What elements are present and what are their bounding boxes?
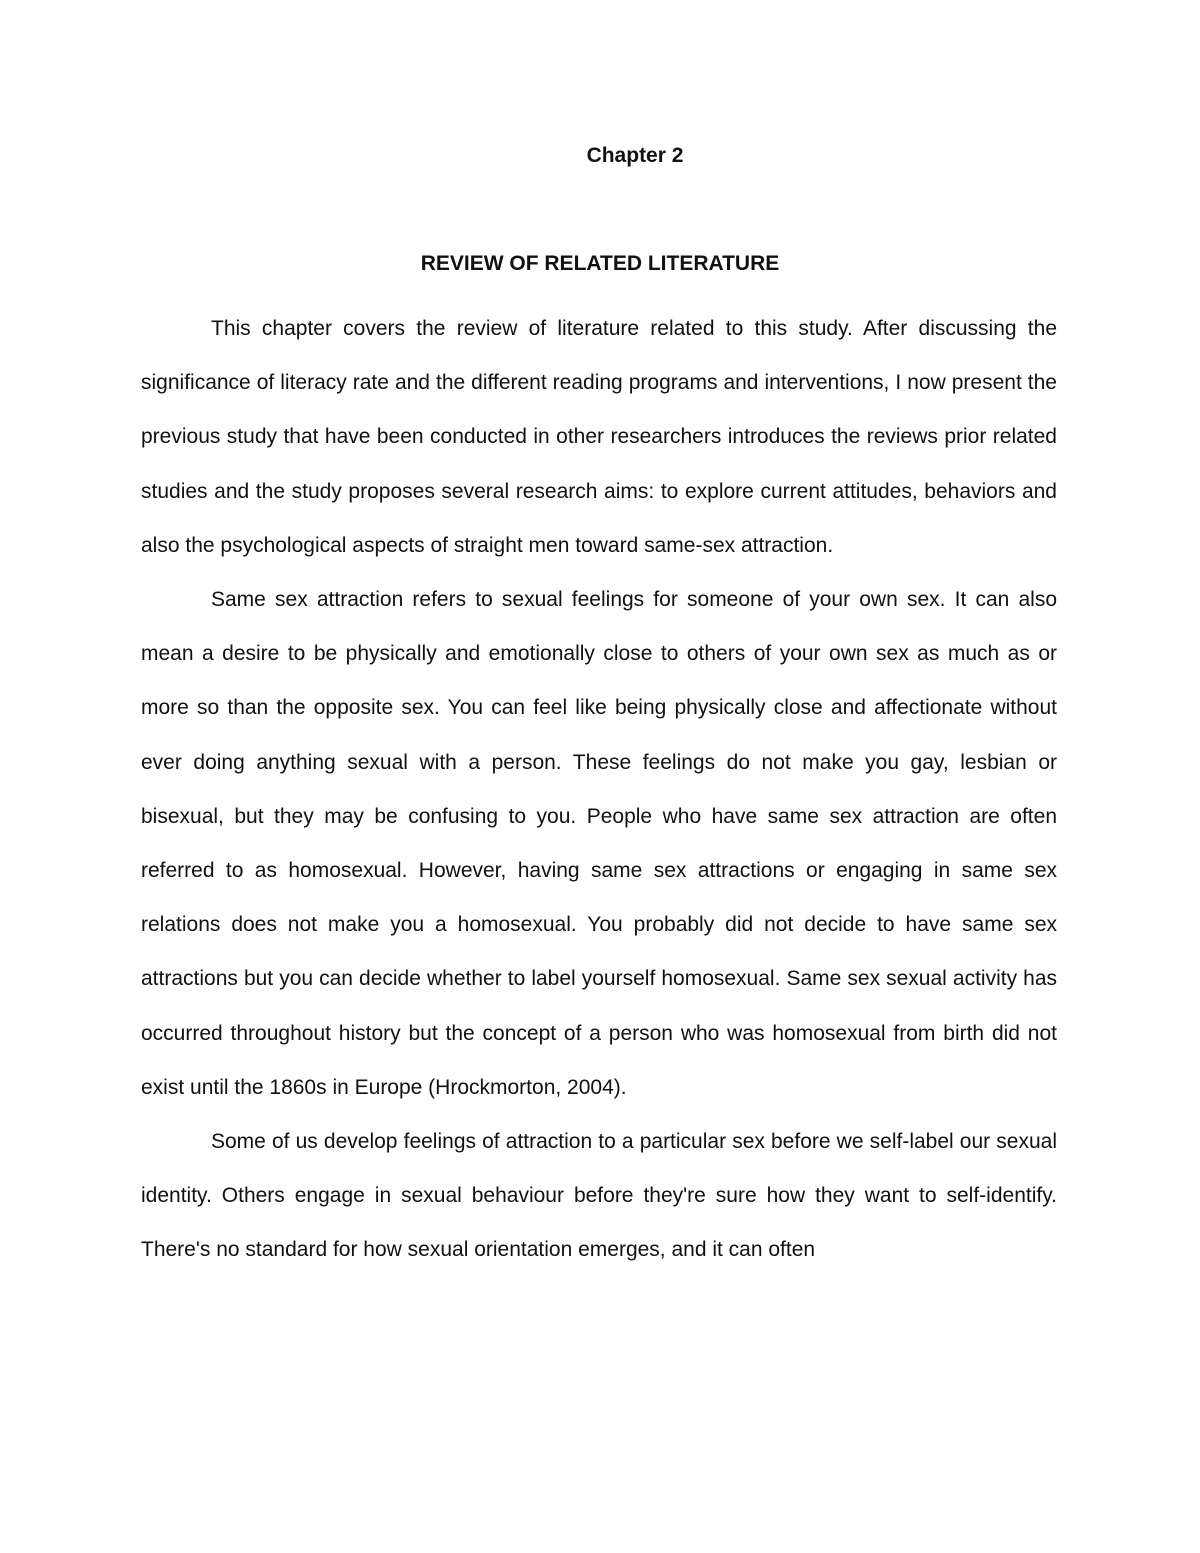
paragraph-same-sex-attraction: Same sex attraction refers to sexual feelings for someone of your own sex. It can also mean a desire to be physically and emotionally close to others of your own sex as much as or more so than the opposite sex. You can feel like being physically close and affectionate without ever doing anything sexual with a person. These feelings do not make you gay, lesbian or bisexual, but they may be confusing to you. People who have same sex attraction are often referred to as homosexual. However, having same sex attractions or engaging in same sex relations does not make you a homosexual. You probably did not decide to have same sex attractions but you can decide whether to label yourself homosexual. Same sex sexual activity has occurred throughout history but the concept of a person who was homosexual from birth did not exist until the 1860s in Europe (Hrockmorton, 2004). [141, 588, 1057, 1099]
body-text [141, 302, 1057, 1278]
chapter-heading: Chapter 2 [586, 144, 684, 167]
paragraph-intro: This chapter covers the review of literature related to this study. After discussing the significance of literacy rate and the different reading programs and interventions, I now present the previous study that have been conducted in other researchers introduces the reviews prior related studies and the study proposes several research aims: to explore current attitudes, behaviors and also the psychological aspects of straight men toward same-sex attraction. [141, 317, 1057, 557]
paragraph-sexual-identity: Some of us develop feelings of attraction to a particular sex before we self-label our sexual identity. Others engage in sexual behaviour before they're sure how they want to self-identify. There's no standard for how sexual orientation emerges, and it can often [141, 1130, 1057, 1262]
section-title: REVIEW OF RELATED LITERATURE [420, 252, 780, 275]
